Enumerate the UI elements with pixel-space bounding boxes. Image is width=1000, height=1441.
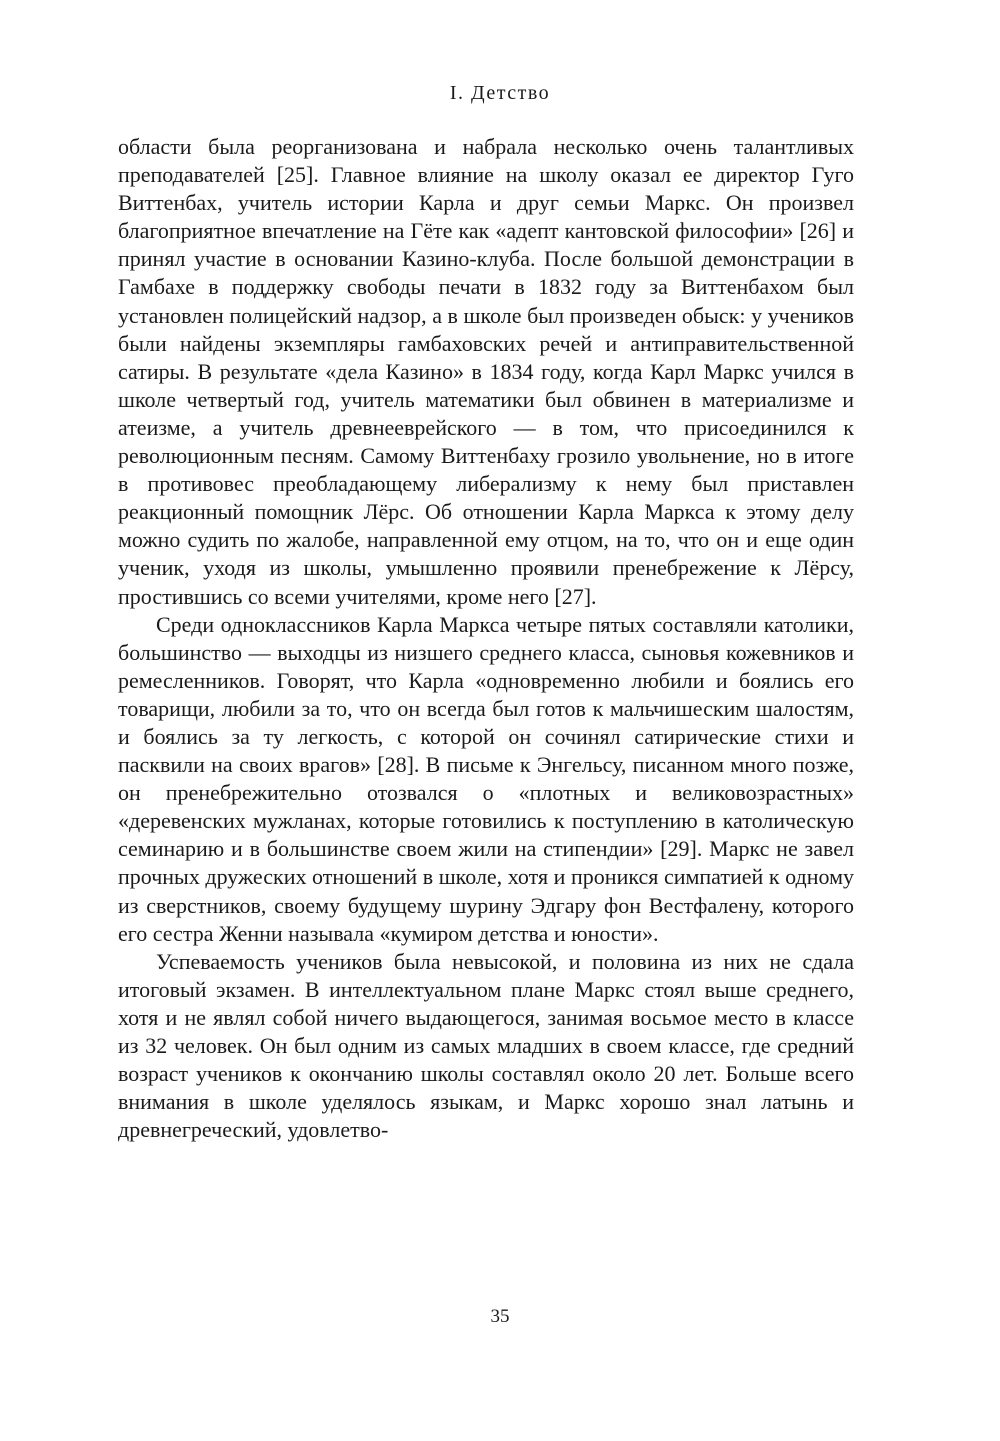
- paragraph: Успеваемость учеников была невысокой, и половина из них не сдала итоговый экзамен. В интеллектуальном плане Маркс стоял выше среднего, хотя и не являл собой ничего выдающегося, занимая восьмое место в классе из 32 человек. Он был одним из самых младших в своем классе, где средний возраст учеников к окончанию школы составлял около 20 лет. Больше всего внимания в школе уделялось языкам, и Маркс хорошо знал латынь и древнегреческий, удовлетво-: [118, 948, 854, 1143]
- paragraph-continued: области была реорганизована и набрала несколько очень талантливых преподавателей [25]. Главное влияние на школу оказал ее директор Гуго Виттенбах, учитель истории Карла и друг семьи Маркс. Он произвел благоприятное впечатление на Гёте как «адепт кантовской философии» [26] и принял участие в основании Казино-клуба. После большой демонстрации в Гамбахе в поддержку свободы печати в 1832 году за Виттенбахом был установлен полицейский надзор, а в школе был произведен обыск: у учеников были найдены экземпляры гамбаховских речей и антиправительственной сатиры. В результате «дела Казино» в 1834 году, когда Карл Маркс учился в школе четвертый год, учитель математики был обвинен в материализме и атеизме, а учитель древнееврейского — в том, что присоединился к революционным песням. Самому Виттенбаху грозило увольнение, но в итоге в противовес преобладающему либерализму к нему был приставлен реакционный помощник Лёрс. Об отношении Карла Маркса к этому делу можно судить по жалобе, направленной ему отцом, на то, что он и еще один ученик, уходя из школы, умышленно проявили пренебрежение к Лёрсу, простившись со всеми учителями, кроме него [27].: [118, 134, 854, 609]
- paragraph: Среди одноклассников Карла Маркса четыре пятых составляли католики, большинство — выходцы из низшего среднего класса, сыновья кожевников и ремесленников. Говорят, что Карла «одновременно любили и боялись его товарищи, любили за то, что он всегда был готов к мальчишеским шалостям, и боялись за ту легкость, с которой он сочинял сатирические стихи и пасквили на своих врагов» [28]. В письме к Энгельсу, писанном много позже, он пренебрежительно отозвался о «плотных и великовозрастных» «деревенских мужланах, которые готовились к поступлению в католическую семинарию и в большинстве своем жили на стипендии» [29]. Маркс не завел прочных дружеских отношений в школе, хотя и проникся симпатией к одному из сверстников, своему будущему шурину Эдгару фон Вестфалену, которого его сестра Женни называла «кумиром детства и юности».: [118, 611, 854, 946]
- text-body: [118, 133, 854, 1144]
- page-number: 35: [490, 1306, 510, 1327]
- running-head: I. Детство: [449, 82, 551, 104]
